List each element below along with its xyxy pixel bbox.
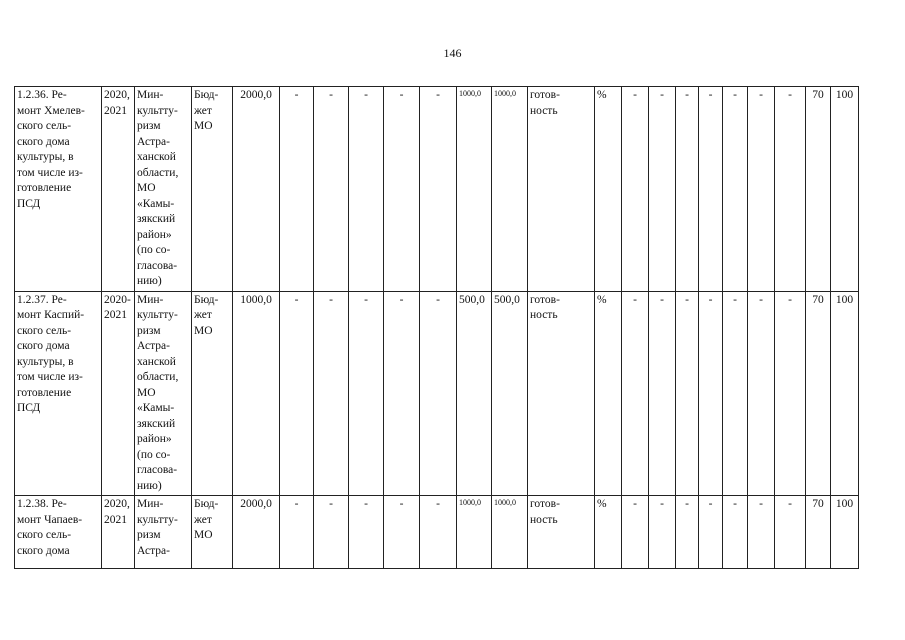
amount-cell: -: [384, 87, 420, 292]
indicator-cell: -: [649, 496, 676, 569]
amount-2020: 1000,0: [457, 496, 492, 569]
amount-2021: 1000,0: [492, 87, 528, 292]
indicator-cell: -: [748, 291, 775, 496]
target-2020: 70: [806, 291, 831, 496]
unit: %: [595, 496, 622, 569]
amount-cell: -: [384, 496, 420, 569]
amount-cell: -: [314, 87, 349, 292]
target-2020: 70: [806, 87, 831, 292]
amount-cell: -: [420, 87, 457, 292]
period: 2020, 2021: [102, 87, 135, 292]
target-2021: 100: [831, 496, 859, 569]
amount-cell: -: [280, 87, 314, 292]
unit: %: [595, 87, 622, 292]
amount-2020: 1000,0: [457, 87, 492, 292]
indicator-cell: -: [748, 496, 775, 569]
activity-name: 1.2.36. Ре- монт Хмелев- ского сель- ского дома культуры, в том числе из- готовление ПСД: [15, 87, 102, 292]
indicator-cell: -: [676, 87, 699, 292]
indicator-cell: -: [775, 291, 806, 496]
amount-2020: 500,0: [457, 291, 492, 496]
amount-cell: -: [314, 291, 349, 496]
indicator-cell: -: [649, 291, 676, 496]
amount-cell: -: [420, 496, 457, 569]
activity-name: 1.2.38. Ре- монт Чапаев- ского сель- ского дома: [15, 496, 102, 569]
amount-cell: -: [349, 291, 384, 496]
period: 2020, 2021: [102, 496, 135, 569]
page-number: 146: [443, 46, 462, 60]
total-amount: 2000,0: [233, 87, 280, 292]
indicator-cell: -: [622, 496, 649, 569]
funding-source: Бюд- жет МО: [192, 291, 233, 496]
executor: Мин- культтy- ризм Астра- ханской области, МО «Камы- зякский район» (по со- гласова- нию): [135, 87, 192, 292]
indicator-cell: -: [649, 87, 676, 292]
indicator-cell: -: [775, 87, 806, 292]
funding-source: Бюд- жет МО: [192, 87, 233, 292]
indicator-cell: -: [748, 87, 775, 292]
activity-name: 1.2.37. Ре- монт Каспий- ского сель- ского дома культуры, в том числе из- готовление ПСД: [15, 291, 102, 496]
table-row: [15, 291, 859, 496]
table-row: [15, 87, 859, 292]
total-amount: 1000,0: [233, 291, 280, 496]
indicator: готов- ность: [528, 87, 595, 292]
indicator-cell: -: [723, 87, 748, 292]
indicator-cell: -: [723, 496, 748, 569]
amount-cell: -: [349, 87, 384, 292]
amount-cell: -: [280, 291, 314, 496]
target-2021: 100: [831, 291, 859, 496]
indicator-cell: -: [699, 87, 723, 292]
amount-cell: -: [314, 496, 349, 569]
indicator-cell: -: [676, 496, 699, 569]
target-2021: 100: [831, 87, 859, 292]
total-amount: 2000,0: [233, 496, 280, 569]
target-2020: 70: [806, 496, 831, 569]
indicator: готов- ность: [528, 291, 595, 496]
amount-2021: 500,0: [492, 291, 528, 496]
indicator-cell: -: [699, 291, 723, 496]
executor: Мин- культтy- ризм Астра-: [135, 496, 192, 569]
unit: %: [595, 291, 622, 496]
period: 2020- 2021: [102, 291, 135, 496]
indicator: готов- ность: [528, 496, 595, 569]
program-activities-table: [14, 86, 859, 569]
indicator-cell: -: [699, 496, 723, 569]
amount-cell: -: [420, 291, 457, 496]
indicator-cell: -: [676, 291, 699, 496]
indicator-cell: -: [622, 87, 649, 292]
indicator-cell: -: [622, 291, 649, 496]
funding-source: Бюд- жет МО: [192, 496, 233, 569]
amount-cell: -: [384, 291, 420, 496]
amount-cell: -: [349, 496, 384, 569]
indicator-cell: -: [723, 291, 748, 496]
table-row: [15, 496, 859, 569]
amount-cell: -: [280, 496, 314, 569]
executor: Мин- культтy- ризм Астра- ханской области, МО «Камы- зякский район» (по со- гласова- нию): [135, 291, 192, 496]
indicator-cell: -: [775, 496, 806, 569]
amount-2021: 1000,0: [492, 496, 528, 569]
